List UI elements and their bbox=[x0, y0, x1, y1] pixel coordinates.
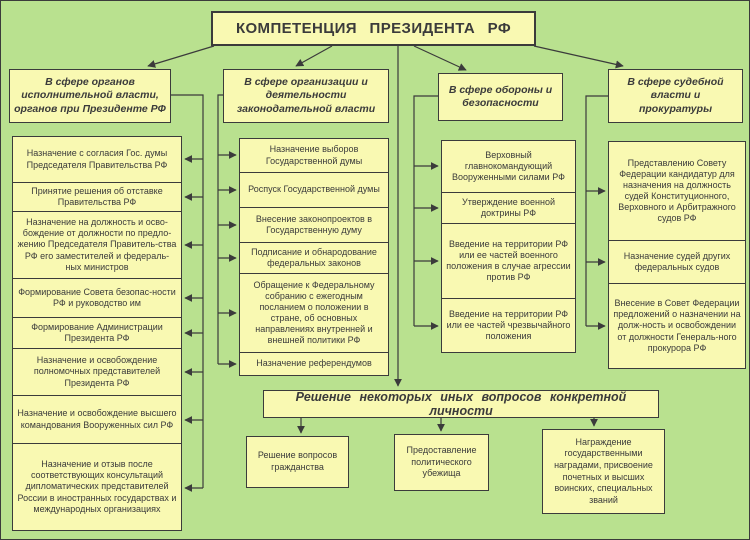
diagram-title: КОМПЕТЕНЦИЯ ПРЕЗИДЕНТА РФ bbox=[211, 11, 536, 46]
competency-item: Назначение на должность и осво-бождение от должности по предло-жению Председателя Правитель-ства РФ его заместителей и федераль-ных министров bbox=[12, 212, 182, 279]
competency-item: Роспуск Государственной думы bbox=[239, 173, 389, 208]
bottom-box-citizenship: Решение вопросов гражданства bbox=[246, 436, 349, 488]
competency-item: Подписание и обнародование федеральных законов bbox=[239, 243, 389, 274]
competency-item: Формирование Администрации Президента РФ bbox=[12, 318, 182, 349]
competency-item: Утверждение военной доктрины РФ bbox=[441, 193, 576, 224]
column2-items bbox=[239, 138, 389, 376]
column4-connectors bbox=[586, 96, 608, 326]
competency-item: Назначение и освобождение высшего командования Вооруженных сил РФ bbox=[12, 396, 182, 444]
bottom-banner: Решение некоторых иных вопросов конкретной личности bbox=[263, 390, 659, 418]
column1-items bbox=[12, 136, 182, 531]
competency-item: Назначение судей других федеральных судов bbox=[608, 241, 746, 284]
column3-connectors bbox=[414, 96, 438, 326]
competency-item: Верховный главнокомандующий Вооруженными силами РФ bbox=[441, 140, 576, 193]
competency-item: Введение на территории РФ или ее частей чрезвычайного положения bbox=[441, 299, 576, 353]
competency-item: Назначение и освобождение полномочных представителей Президента РФ bbox=[12, 349, 182, 396]
column2-connectors bbox=[218, 95, 236, 364]
competency-item: Назначение референдумов bbox=[239, 353, 389, 376]
competency-item: Представлению Совету Федерации кандидатур для назначения на должность судей Конституционного, Верховного и Арбитражного судов РФ bbox=[608, 141, 746, 241]
column4-header: В сфере судебной власти и прокуратуры bbox=[608, 69, 743, 123]
competency-item: Принятие решения об отставке Правительства РФ bbox=[12, 183, 182, 212]
column4-items bbox=[608, 141, 746, 369]
bottom-box-awards: Награждение государственными наградами, присвоение почетных и высших воинских, специальных званий bbox=[542, 429, 665, 514]
competency-item: Обращение к Федеральному собранию с ежегодным посланием о положении в стране, об основных направлениях внутренней и внешней политики РФ bbox=[239, 274, 389, 353]
column3-header: В сфере обороны и безопасности bbox=[438, 73, 563, 121]
competency-item: Назначение выборов Государственной думы bbox=[239, 138, 389, 173]
column1-header: В сфере органов исполнительной власти, органов при Президенте РФ bbox=[9, 69, 171, 123]
column3-items bbox=[441, 140, 576, 353]
bottom-box-asylum: Предоставление политического убежища bbox=[394, 434, 489, 491]
competency-item: Введение на территории РФ или ее частей военного положения в случае агрессии против РФ bbox=[441, 224, 576, 299]
competency-item: Назначение и отзыв после соответствующих консультаций дипломатических представителей России в иностранных государствах и международных организациях bbox=[12, 444, 182, 531]
competency-item: Внесение в Совет Федерации предложений о назначении на долж-ность и освобождении от должности Генераль-ного прокурора РФ bbox=[608, 284, 746, 369]
column2-header: В сфере организации и деятельности законодательной власти bbox=[223, 69, 389, 123]
competency-item: Внесение законопроектов в Государственную думу bbox=[239, 208, 389, 243]
competency-item: Формирование Совета безопас-ности РФ и руководство им bbox=[12, 279, 182, 318]
competency-item: Назначение с согласия Гос. думы Председателя Правительства РФ bbox=[12, 136, 182, 183]
